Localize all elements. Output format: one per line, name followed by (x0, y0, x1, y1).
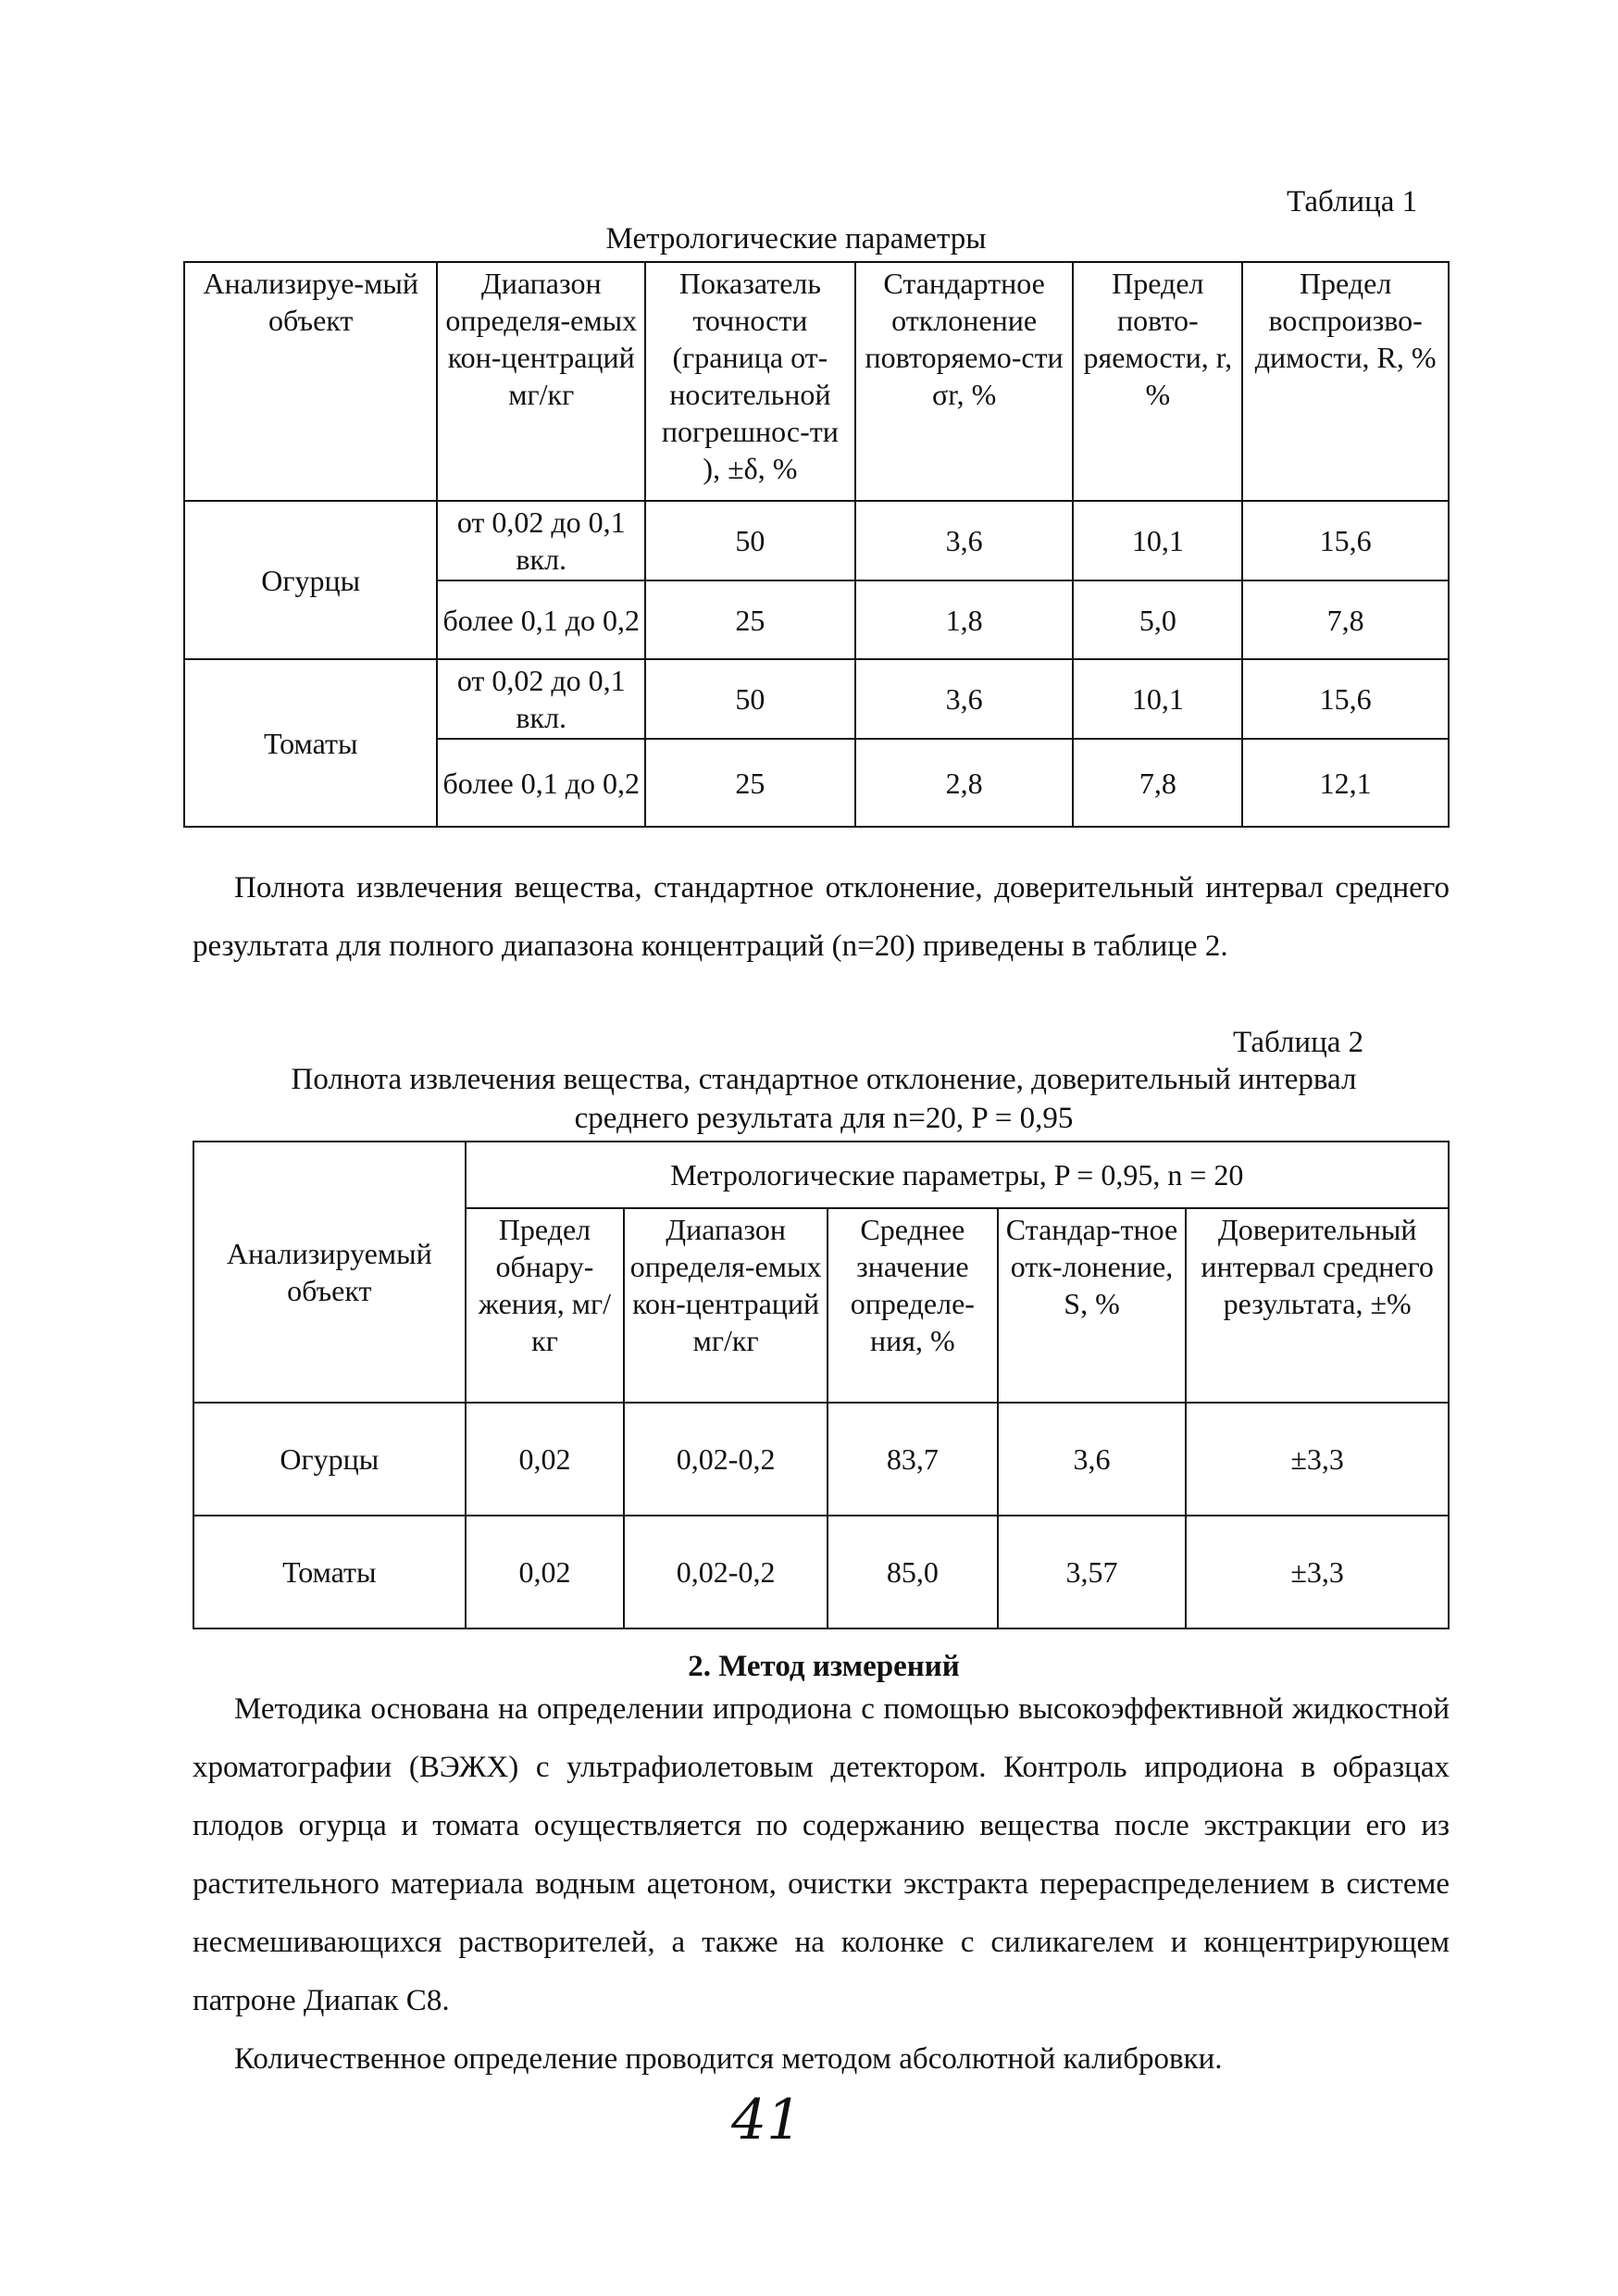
table-row (184, 501, 1449, 580)
table2-header-mean: Среднее значение определе-ния, % (828, 1208, 998, 1403)
table2-label: Таблица 2 (1233, 1026, 1364, 1059)
section-paragraph-2: Количественное определение проводится методом абсолютной калибровки. (234, 2042, 1223, 2076)
table1-object-tomatoes: Томаты (184, 659, 437, 827)
table1-cell: 15,6 (1242, 659, 1449, 739)
table2-header-group: Метрологические параметры, P = 0,95, n = 20 (466, 1142, 1449, 1208)
table1-header-range: Диапазон определя-емых кон-центраций мг/кг (437, 262, 645, 501)
table2 (193, 1141, 1450, 1629)
table1-caption: Метрологические параметры (605, 222, 987, 256)
table1-header-object: Анализируе-мый объект (184, 262, 437, 501)
table1-cell: от 0,02 до 0,1 вкл. (437, 659, 645, 739)
intro-paragraph: Полнота извлечения вещества, стандартное отклонение, доверительный интервал среднего результата для полного диапазона концентраций (n=20) приведены в таблице 2. (193, 871, 1450, 963)
table2-cell: 0,02-0,2 (624, 1516, 828, 1628)
table2-cell: 3,6 (998, 1403, 1187, 1516)
table1-cell: 7,8 (1073, 739, 1242, 827)
table1 (183, 261, 1450, 828)
table2-header-confidence: Доверительный интервал среднего результата, ±% (1186, 1208, 1449, 1403)
table1-cell: 2,8 (855, 739, 1074, 827)
table2-cell: Томаты (193, 1516, 466, 1628)
section-heading: 2. Метод измерений (688, 1650, 960, 1683)
table2-cell: 85,0 (828, 1516, 998, 1628)
table1-cell: 50 (645, 501, 855, 580)
table2-cell: 83,7 (828, 1403, 998, 1516)
table2-header-std-dev: Стандар-тное отк-лонение, S, % (998, 1208, 1187, 1403)
table2-header-range: Диапазон определя-емых кон-центраций мг/кг (624, 1208, 828, 1403)
table1-cell: более 0,1 до 0,2 (437, 580, 645, 659)
table1-cell: 10,1 (1073, 501, 1242, 580)
table1-header-std-dev: Стандартное отклонение повторяемо-сти σr, % (855, 262, 1074, 501)
table2-cell: 0,02-0,2 (624, 1403, 828, 1516)
table-row (193, 1516, 1449, 1628)
table1-cell: 5,0 (1073, 580, 1242, 659)
table2-cell: 0,02 (466, 1516, 625, 1628)
table1-cell: 1,8 (855, 580, 1074, 659)
table1-cell: 25 (645, 580, 855, 659)
table-row (193, 1403, 1449, 1516)
table2-header-object: Анализируемый объект (193, 1142, 466, 1403)
table2-header-detection-limit: Предел обнару-жения, мг/кг (466, 1208, 625, 1403)
table1-cell: от 0,02 до 0,1 вкл. (437, 501, 645, 580)
page-number: 41 (731, 2088, 803, 2152)
table1-cell: 25 (645, 739, 855, 827)
section-body (193, 1680, 1450, 2089)
table2-cell: 0,02 (466, 1403, 625, 1516)
table2-cell: ±3,3 (1186, 1516, 1449, 1628)
table2-caption-line1: Полнота извлечения вещества, стандартное отклонение, доверительный интервал (291, 1063, 1357, 1096)
table1-cell: 7,8 (1242, 580, 1449, 659)
table1-cell: 3,6 (855, 659, 1074, 739)
table1-cell: 12,1 (1242, 739, 1449, 827)
table1-cell: более 0,1 до 0,2 (437, 739, 645, 827)
table1-object-cucumbers: Огурцы (184, 501, 437, 659)
table1-cell: 10,1 (1073, 659, 1242, 739)
section-paragraph-1: Методика основана на определении ипродиона с помощью высокоэффективной жидкостной хроматографии (ВЭЖХ) с ультрафиолетовым детектором. Контроль ипродиона в образцах плодов огурца и томата осуществляется по содержанию вещества после экстракции его из растительного материала водным ацетоном, очистки экстракта перераспределением в системе несмешивающихся растворителей, а также на колонке с силикагелем и концентрирующем патроне Диапак С8. (193, 1692, 1450, 2017)
table1-header-repeatability: Предел повто-ряемости, r, % (1073, 262, 1242, 501)
table1-cell: 50 (645, 659, 855, 739)
table1-header-reproducibility: Предел воспроизво-димости, R, % (1242, 262, 1449, 501)
table1-header-accuracy: Показатель точности (граница от-носительной погрешнос-ти ), ±δ, % (645, 262, 855, 501)
table2-cell: 3,57 (998, 1516, 1187, 1628)
table1-cell: 3,6 (855, 501, 1074, 580)
table2-cell: ±3,3 (1186, 1403, 1449, 1516)
table1-label: Таблица 1 (1287, 185, 1418, 218)
table-row (184, 659, 1449, 739)
table2-cell: Огурцы (193, 1403, 466, 1516)
table1-cell: 15,6 (1242, 501, 1449, 580)
table2-caption-line2: среднего результата для n=20, P = 0,95 (574, 1102, 1074, 1135)
